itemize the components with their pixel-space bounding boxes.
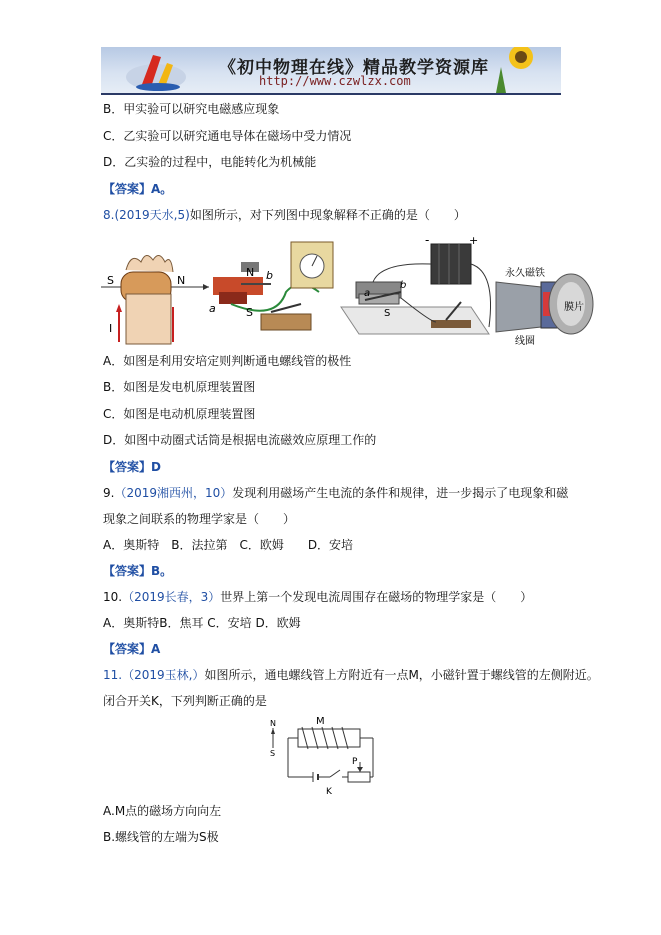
label-n2: N (246, 266, 255, 279)
answer-label: 【答案】 (103, 564, 152, 578)
needle-s-label: S (270, 749, 276, 758)
rheostat-p-label: P (352, 757, 358, 767)
q8-figures (101, 232, 596, 350)
question-source: （2019湘西州，10） (114, 486, 233, 500)
q7-option-b: B．甲实验可以研究电磁感应现象 (103, 102, 280, 116)
answer-value: A。 (151, 182, 173, 196)
banner-title: 《初中物理在线》精品教学资源库 (219, 58, 489, 78)
label-n: N (177, 274, 186, 287)
q11-stem-line2: 闭合开关K，下列判断正确的是 (103, 694, 267, 708)
label-permanent-magnet: 永久磁铁 (505, 268, 545, 279)
label-s2: S (246, 306, 253, 319)
q7-option-d: D．乙实验的过程中，电能转化为机械能 (103, 155, 317, 169)
label-a2: a (364, 288, 371, 299)
label-s3: S (384, 308, 391, 319)
question-number: 11. (103, 668, 123, 682)
q8-option-b: B．如图是发电机原理装置图 (103, 380, 256, 394)
answer-value: B。 (151, 564, 173, 578)
q10-answer (103, 641, 160, 657)
q9-stem-line2: 现象之间联系的物理学家是（ ） (103, 512, 296, 526)
question-text: 如图所示，通电螺线管上方附近有一点M，小磁针置于螺线管的左侧附近。 (204, 668, 599, 682)
answer-label: 【答案】 (103, 182, 152, 196)
label-i: I (109, 322, 113, 335)
question-number: 8. (103, 208, 115, 222)
q11-option-b: B.螺线管的左端为S极 (103, 830, 219, 844)
q9-answer (103, 563, 172, 579)
label-b: b (266, 269, 273, 282)
svg-text:-: - (425, 233, 430, 247)
figure-motor (341, 233, 491, 334)
figure-generator (209, 242, 333, 330)
figure-microphone (496, 266, 593, 347)
switch-k-label: K (326, 787, 332, 797)
question-source: (2019天水,5) (114, 208, 190, 222)
question-number: 10. (103, 590, 123, 604)
label-diaphragm: 膜片 (564, 302, 584, 313)
question-source: （2019长春，3） (122, 590, 221, 604)
q11-stem-line1 (103, 667, 599, 683)
point-m-label: M (316, 716, 325, 727)
q7-answer (103, 181, 172, 197)
q9-options: A．奥斯特 B．法拉第 C．欧姆 D．安培 (103, 538, 354, 552)
answer-label: 【答案】 (103, 642, 152, 656)
svg-text:+: + (469, 234, 479, 247)
q7-option-c: C．乙实验可以研究通电导体在磁场中受力情况 (103, 129, 352, 143)
label-coil: 线圈 (515, 336, 535, 347)
q8-option-c: C．如图是电动机原理装置图 (103, 407, 256, 421)
answer-value: A (151, 642, 161, 656)
answer-label: 【答案】 (103, 460, 152, 474)
question-text: 发现利用磁场产生电流的条件和规律，进一步揭示了电现象和磁 (232, 486, 569, 500)
label-a: a (209, 302, 216, 315)
q11-circuit-figure (268, 712, 384, 798)
banner-url: http://www.czwlzx.com (259, 74, 411, 88)
q9-stem-line1 (103, 485, 568, 501)
figure-right-hand-rule (101, 255, 209, 344)
question-text: 世界上第一个发现电流周围存在磁场的物理学家是（ ） (220, 590, 533, 604)
question-number: 9. (103, 486, 115, 500)
q8-option-a: A．如图是利用安培定则判断通电螺线管的极性 (103, 354, 352, 368)
question-source: （2019玉林,） (122, 668, 205, 682)
question-text: 如图所示，对下列图中现象解释不正确的是（ ） (189, 208, 466, 222)
q8-option-d: D．如图中动圈式话筒是根据电流磁效应原理工作的 (103, 433, 377, 447)
compass-needle (270, 719, 276, 758)
header-banner (101, 47, 561, 95)
label-b2: b (400, 280, 407, 291)
q11-option-a: A.M点的磁场方向向左 (103, 804, 222, 818)
q8-stem (103, 207, 466, 223)
q10-stem (103, 589, 532, 605)
q8-answer (103, 459, 161, 475)
answer-value: D (151, 460, 161, 474)
needle-n-label: N (270, 719, 276, 728)
q10-options: A．奥斯特B．焦耳 C．安培 D．欧姆 (103, 616, 301, 630)
label-s: S (107, 274, 114, 287)
